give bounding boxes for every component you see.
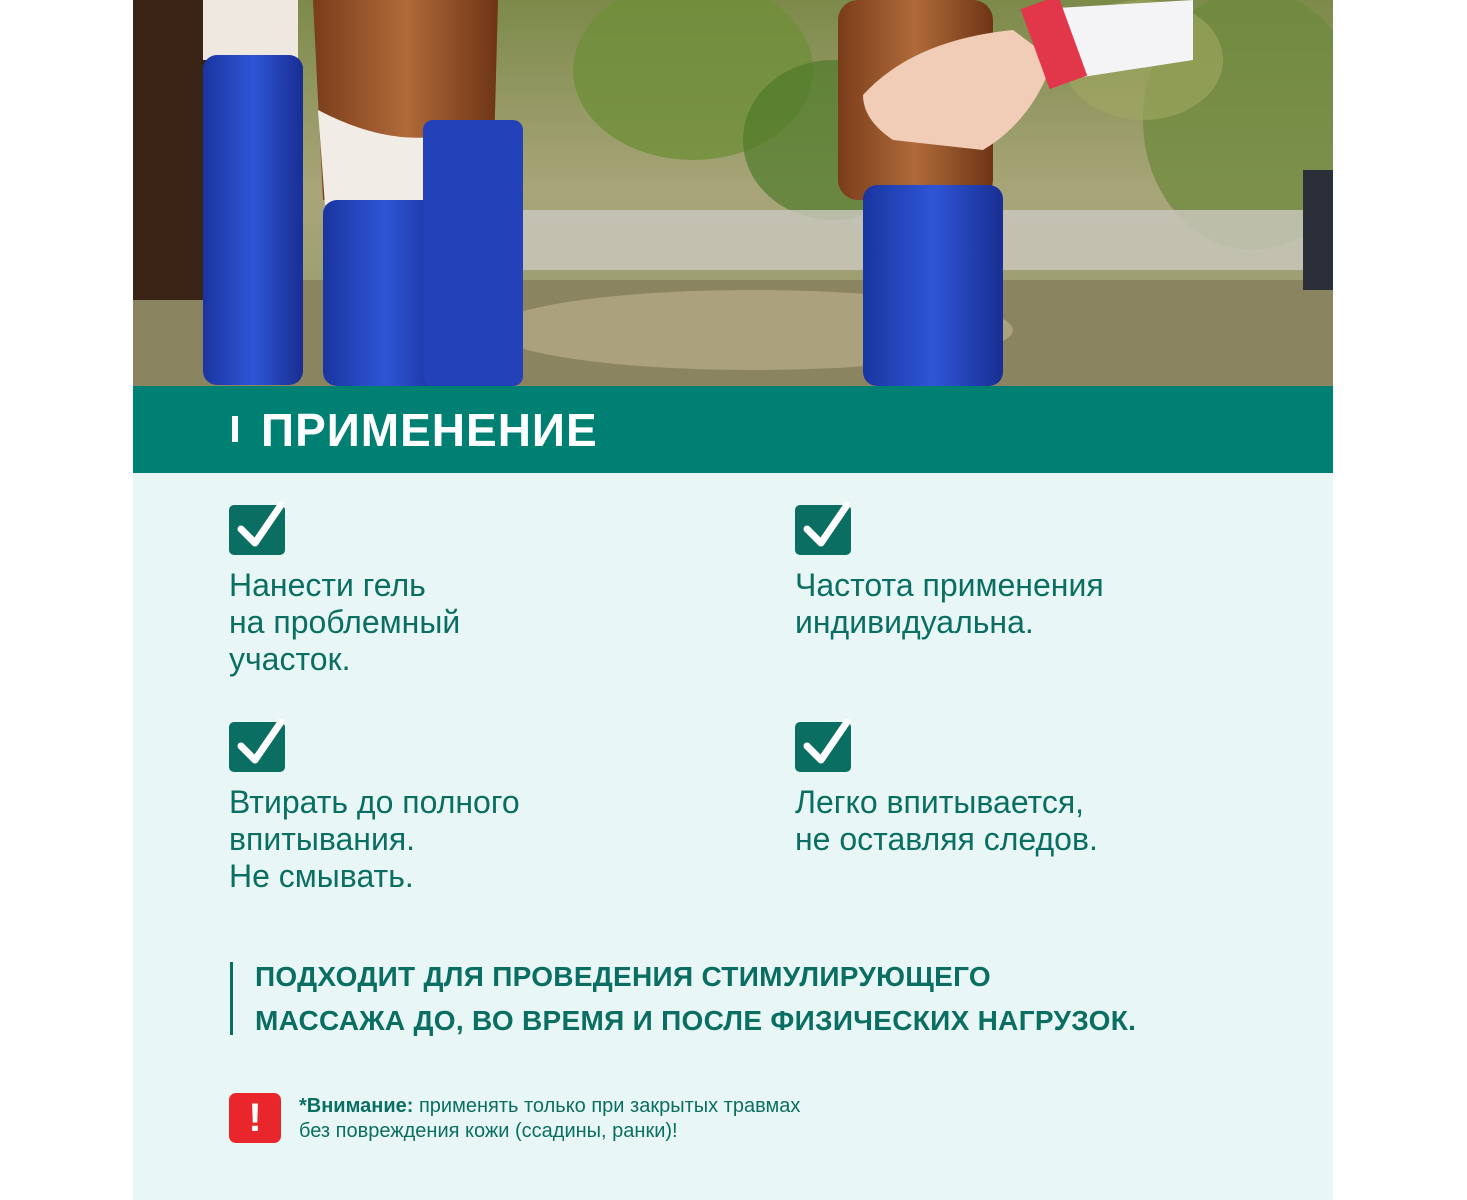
checkmark-icon: [795, 722, 851, 772]
warning-line1: применять только при закрытых травмах: [413, 1095, 801, 1117]
checkmark-icon: [229, 505, 285, 555]
product-info-card: [133, 0, 1333, 1200]
header-accent-bar: [232, 416, 238, 442]
callout-accent-bar: [230, 962, 233, 1035]
feature-text: Нанести гель на проблемный участок.: [229, 567, 461, 677]
horse-legs-photo: [133, 0, 1333, 386]
section-header: [133, 386, 1333, 473]
warning-label: *Внимание:: [299, 1095, 414, 1117]
feature-text: Втирать до полного впитывания. Не смывать.: [229, 784, 520, 894]
checkmark-icon: [229, 722, 285, 772]
section-title: ПРИМЕНЕНИЕ: [261, 404, 598, 456]
feature-text: Частота применения индивидуальна.: [795, 567, 1104, 640]
exclamation-icon: !: [229, 1093, 281, 1143]
warning-line2: без повреждения кожи (ссадины, ранки)!: [299, 1120, 678, 1142]
feature-text: Легко впитывается, не оставляя следов.: [795, 784, 1098, 857]
massage-callout: ПОДХОДИТ ДЛЯ ПРОВЕДЕНИЯ СТИМУЛИРУЮЩЕГО МАССАЖА ДО, ВО ВРЕМЯ И ПОСЛЕ ФИЗИЧЕСКИХ НАГРУЗОК.: [255, 961, 1137, 1036]
checkmark-icon: [795, 505, 851, 555]
warning-note: [299, 1094, 1099, 1144]
